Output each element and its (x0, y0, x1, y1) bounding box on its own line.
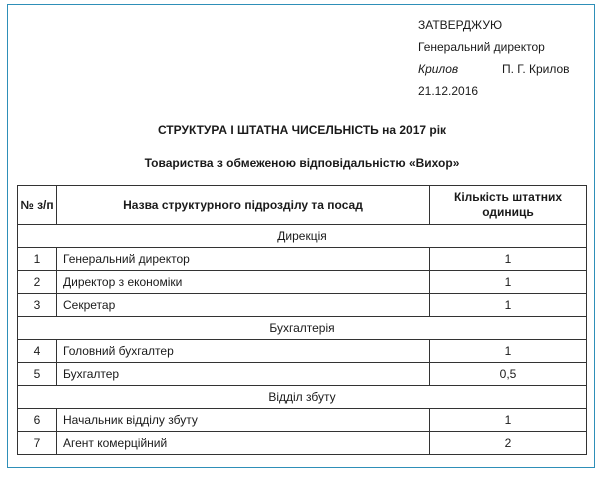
group-row (18, 386, 587, 409)
document-subtitle: Товариства з обмеженою відповідальністю «Вихор» (144, 156, 460, 170)
row-count: 0,5 (430, 363, 587, 386)
approval-position: Генеральний директор (418, 40, 545, 54)
approval-heading: ЗАТВЕРДЖУЮ (418, 18, 503, 32)
row-count: 1 (430, 271, 587, 294)
document-title: СТРУКТУРА І ШТАТНА ЧИСЕЛЬНІСТЬ на 2017 рік (157, 123, 447, 137)
table-row (18, 409, 587, 432)
row-number: 4 (18, 340, 57, 363)
signature: Крилов (418, 62, 459, 76)
row-position: Головний бухгалтер (57, 340, 430, 363)
row-count: 1 (430, 409, 587, 432)
table-header-row (18, 186, 587, 225)
approval-signature-line (418, 58, 570, 80)
signatory-name: П. Г. Крилов (502, 62, 570, 76)
table-row (18, 294, 587, 317)
row-number: 7 (18, 432, 57, 455)
approval-date: 21.12.2016 (418, 84, 479, 98)
header-position: Назва структурного підрозділу та посад (57, 186, 430, 225)
table-row (18, 248, 587, 271)
row-count: 1 (430, 294, 587, 317)
row-position: Секретар (57, 294, 430, 317)
approval-block (418, 14, 570, 102)
row-count: 1 (430, 340, 587, 363)
row-position: Начальник відділу збуту (57, 409, 430, 432)
group-name: Відділ збуту (18, 386, 587, 409)
row-position: Директор з економіки (57, 271, 430, 294)
row-position: Генеральний директор (57, 248, 430, 271)
row-number: 2 (18, 271, 57, 294)
header-number: № з/п (18, 186, 57, 225)
row-number: 6 (18, 409, 57, 432)
group-row (18, 225, 587, 248)
table-row (18, 340, 587, 363)
table-row (18, 432, 587, 455)
row-count: 2 (430, 432, 587, 455)
table-row (18, 271, 587, 294)
row-position: Агент комерційний (57, 432, 430, 455)
group-name: Дирекція (18, 225, 587, 248)
staff-table (17, 185, 587, 455)
row-number: 1 (18, 248, 57, 271)
row-number: 3 (18, 294, 57, 317)
header-count: Кількість штатних одиниць (430, 186, 587, 225)
group-row (18, 317, 587, 340)
group-name: Бухгалтерія (18, 317, 587, 340)
row-count: 1 (430, 248, 587, 271)
row-position: Бухгалтер (57, 363, 430, 386)
row-number: 5 (18, 363, 57, 386)
table-row (18, 363, 587, 386)
